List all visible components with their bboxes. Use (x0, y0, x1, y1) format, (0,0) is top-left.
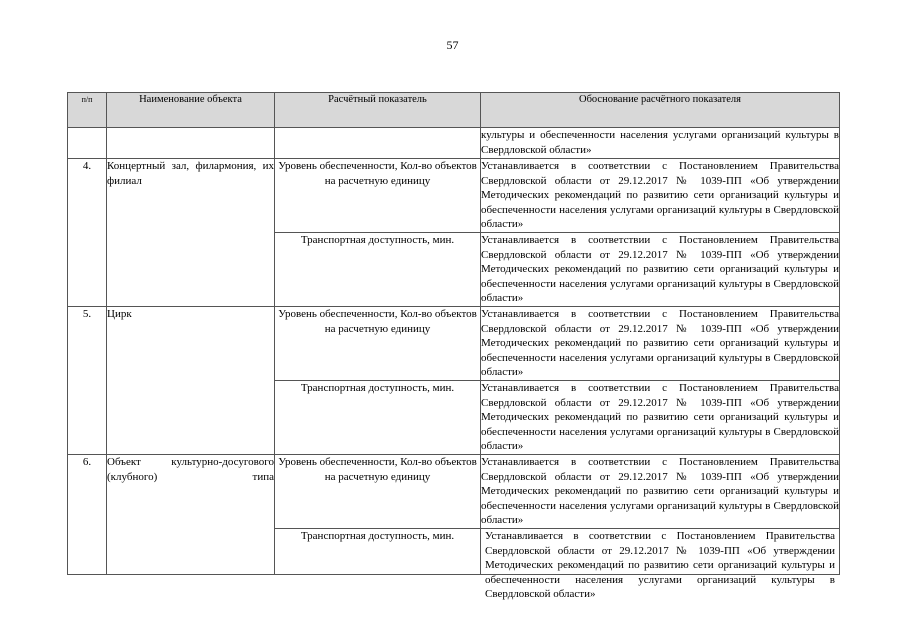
num-cell (68, 128, 107, 159)
table-header-row (68, 93, 840, 128)
justification-cell: Устанавливается в соответствии с Постановлением Правительства Свердловской области от 29.12.2017 № 1039-ПП «Об утверждении Методических рекомендаций по развитию сети организаций культуры и обеспеченности населения услугами организаций культуры в Свердловской области» (481, 233, 840, 307)
indicator-cell (275, 128, 481, 159)
justification-cell: культуры и обеспеченности населения услугами организаций культуры в Свердловской области» (481, 128, 840, 159)
justification-text-clipped: Устанавливается в соответствии с Постановлением Правительства Свердловской области от 29.12.2017 № 1039-ПП «Об утверждении Методических рекомендаций по развитию сети организаций культуры и обеспеченности населения услугами организаций культуры в Свердловской области» (485, 530, 835, 601)
document-table (67, 92, 840, 601)
table-row (68, 455, 840, 529)
justification-cell: Устанавливается в соответствии с Постановлением Правительства Свердловской области от 29.12.2017 № 1039-ПП «Об утверждении Методических рекомендаций по развитию сети организаций культуры и обеспеченности населения услугами организаций культуры в Свердловской области» (481, 307, 840, 381)
header-object-name: Наименование объекта (107, 93, 275, 128)
indicator-transport: Транспортная доступность, мин. (275, 233, 481, 307)
row-number: 6. (68, 455, 107, 575)
header-indicator: Расчётный показатель (275, 93, 481, 128)
indicator-supply: Уровень обеспеченности, Кол-во объектов на расчетную единицу (275, 159, 481, 233)
object-name: Концертный зал, филармония, их филиал (107, 159, 275, 307)
row-number: 4. (68, 159, 107, 307)
page-number: 57 (446, 38, 459, 52)
indicator-transport: Транспортная доступность, мин. (275, 381, 481, 455)
table-row (68, 307, 840, 381)
indicator-transport: Транспортная доступность, мин. (275, 529, 481, 575)
row-number: 5. (68, 307, 107, 455)
justification-cell: Устанавливается в соответствии с Постановлением Правительства Свердловской области от 29.12.2017 № 1039-ПП «Об утверждении Методических рекомендаций по развитию сети организаций культуры и обеспеченности населения услугами организаций культуры в Свердловской области» (481, 159, 840, 233)
header-justification: Обоснование расчётного показателя (481, 93, 840, 128)
object-name: Объект культурно-досугового (клубного) типа (107, 455, 275, 575)
header-num: п/п (68, 93, 107, 128)
indicator-supply: Уровень обеспеченности, Кол-во объектов на расчетную единицу (275, 455, 481, 529)
justification-cell: Устанавливается в соответствии с Постановлением Правительства Свердловской области от 29.12.2017 № 1039-ПП «Об утверждении Методических рекомендаций по развитию сети организаций культуры и обеспеченности населения услугами организаций культуры в Свердловской области» (481, 381, 840, 455)
table-row-continuation (68, 128, 840, 159)
object-name: Цирк (107, 307, 275, 455)
indicator-supply: Уровень обеспеченности, Кол-во объектов на расчетную единицу (275, 307, 481, 381)
table-row (68, 159, 840, 233)
name-cell (107, 128, 275, 159)
justification-cell: Устанавливается в соответствии с Постановлением Правительства Свердловской области от 29.12.2017 № 1039-ПП «Об утверждении Методических рекомендаций по развитию сети организаций культуры и обеспеченности населения услугами организаций культуры в Свердловской области» (481, 455, 840, 529)
justification-cell (481, 529, 840, 601)
